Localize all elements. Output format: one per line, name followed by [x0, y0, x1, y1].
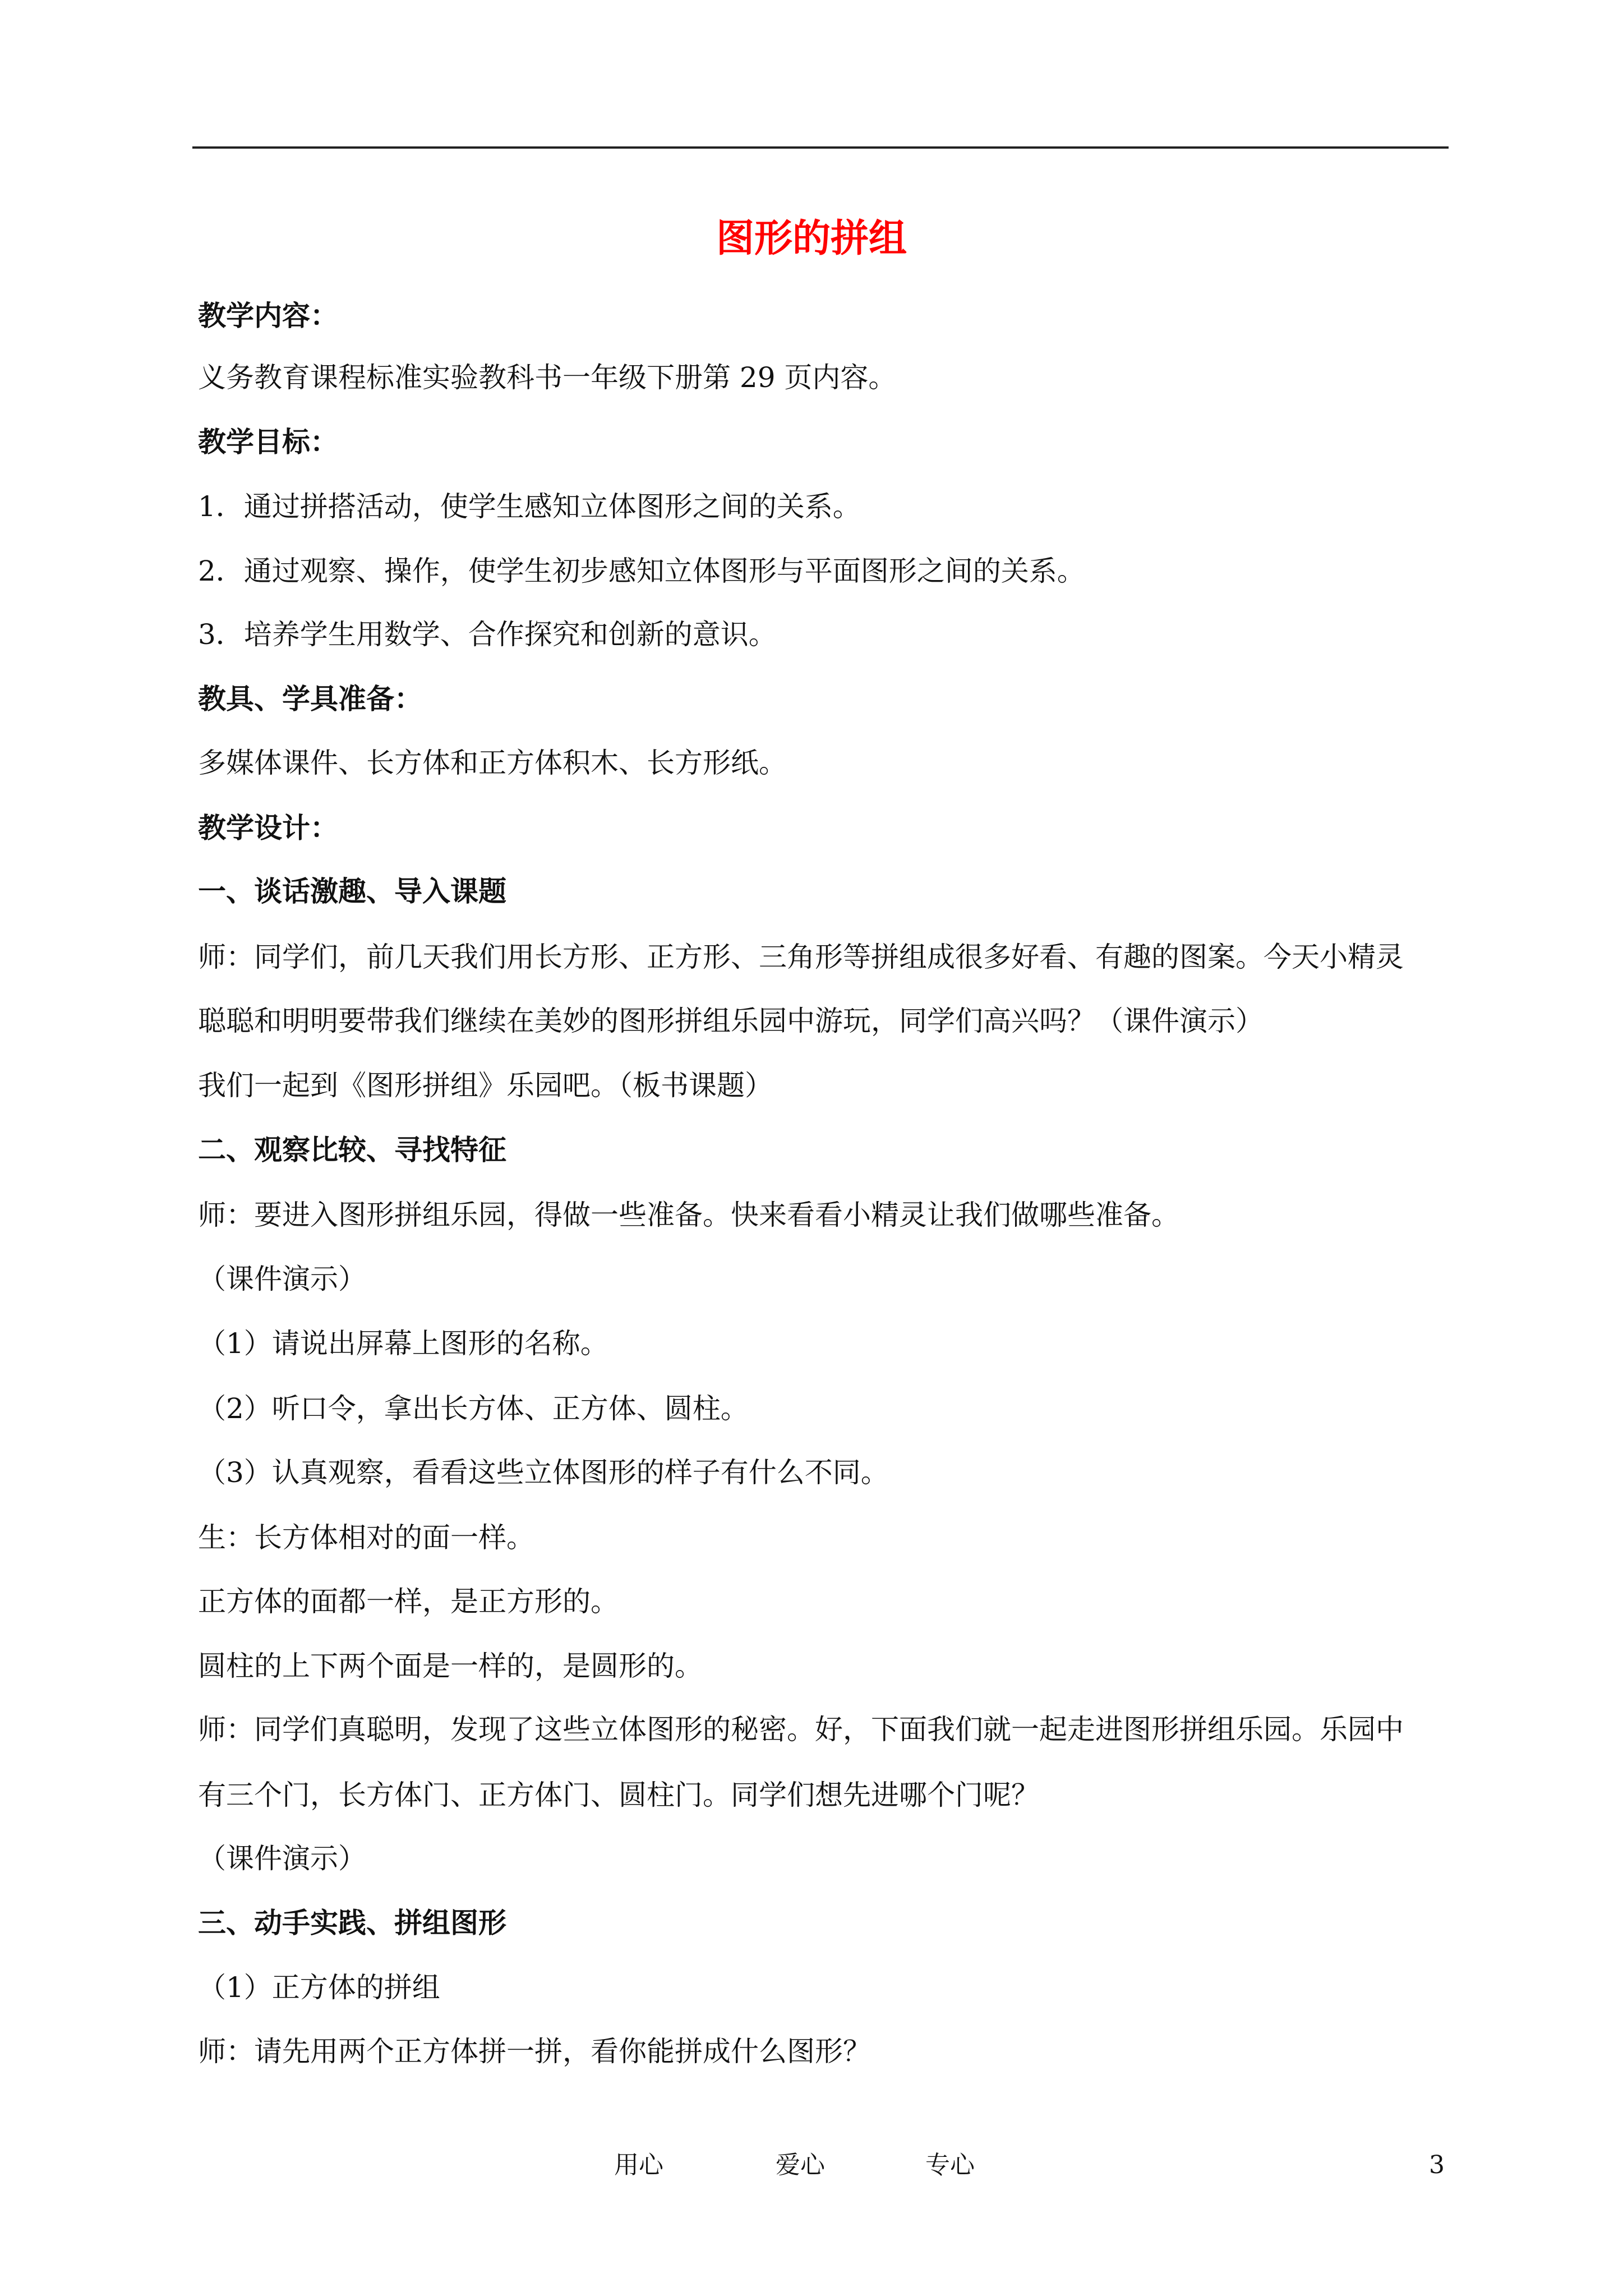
page-title: 图形的拼组 — [716, 216, 907, 261]
body-text-line: 圆柱的上下两个面是一样的，是圆形的。 — [198, 1650, 703, 1682]
body-text-line: 2．通过观察、操作，使学生初步感知立体图形与平面图形之间的关系。 — [198, 555, 1085, 587]
body-text-line: 师：请先用两个正方体拼一拼，看你能拼成什么图形？ — [198, 2035, 871, 2068]
body-text-line: 师：同学们真聪明，发现了这些立体图形的秘密。好，下面我们就一起走进图形拼组乐园。乐园中 — [198, 1713, 1404, 1746]
body-text-line: 正方体的面都一样，是正方形的。 — [198, 1585, 619, 1618]
footer-slogan-1: 用心 — [614, 2151, 663, 2179]
body-text-line: 师：同学们，前几天我们用长方形、正方形、三角形等拼组成很多好看、有趣的图案。今天小精灵 — [198, 941, 1404, 973]
body-text-line: 我们一起到《图形拼组》乐园吧。（板书课题） — [198, 1069, 773, 1102]
footer-slogan-2: 爱心 — [776, 2151, 825, 2179]
section-heading: 三、动手实践、拼组图形 — [198, 1906, 506, 1939]
section-heading: 教学内容： — [198, 299, 338, 332]
body-text-line: 有三个门，长方体门、正方体门、圆柱门。同学们想先进哪个门呢？ — [198, 1779, 1039, 1811]
header-rule — [192, 146, 1449, 149]
section-heading: 一、谈话激趣、导入课题 — [198, 875, 506, 908]
body-text-line: 义务教育课程标准实验教科书一年级下册第 29 页内容。 — [198, 361, 897, 394]
body-text-line: （1）请说出屏幕上图形的名称。 — [198, 1327, 608, 1360]
section-heading: 教学目标： — [198, 425, 338, 458]
body-text-line: 3．培养学生用数学、合作探究和创新的意识。 — [198, 618, 777, 651]
body-text-line: 1．通过拼搭活动，使学生感知立体图形之间的关系。 — [198, 490, 861, 523]
section-heading: 二、观察比较、寻找特征 — [198, 1133, 506, 1166]
body-text-line: （1）正方体的拼组 — [198, 1971, 440, 2004]
body-text-line: （2）听口令，拿出长方体、正方体、圆柱。 — [198, 1392, 749, 1425]
footer-slogan-3: 专心 — [925, 2151, 975, 2179]
body-text-line: （课件演示） — [198, 1842, 366, 1875]
section-heading: 教学设计： — [198, 811, 338, 844]
page-number: 3 — [1429, 2151, 1445, 2179]
body-text-line: 师：要进入图形拼组乐园，得做一些准备。快来看看小精灵让我们做哪些准备。 — [198, 1199, 1179, 1231]
body-text-line: 生：长方体相对的面一样。 — [198, 1521, 534, 1554]
body-text-line: 多媒体课件、长方体和正方体积木、长方形纸。 — [198, 747, 787, 779]
section-heading: 教具、学具准备： — [198, 682, 422, 715]
body-text-line: （3）认真观察，看看这些立体图形的样子有什么不同。 — [198, 1456, 889, 1489]
body-text-line: （课件演示） — [198, 1263, 366, 1295]
body-text-line: 聪聪和明明要带我们继续在美妙的图形拼组乐园中游玩，同学们高兴吗？（课件演示） — [198, 1005, 1264, 1037]
